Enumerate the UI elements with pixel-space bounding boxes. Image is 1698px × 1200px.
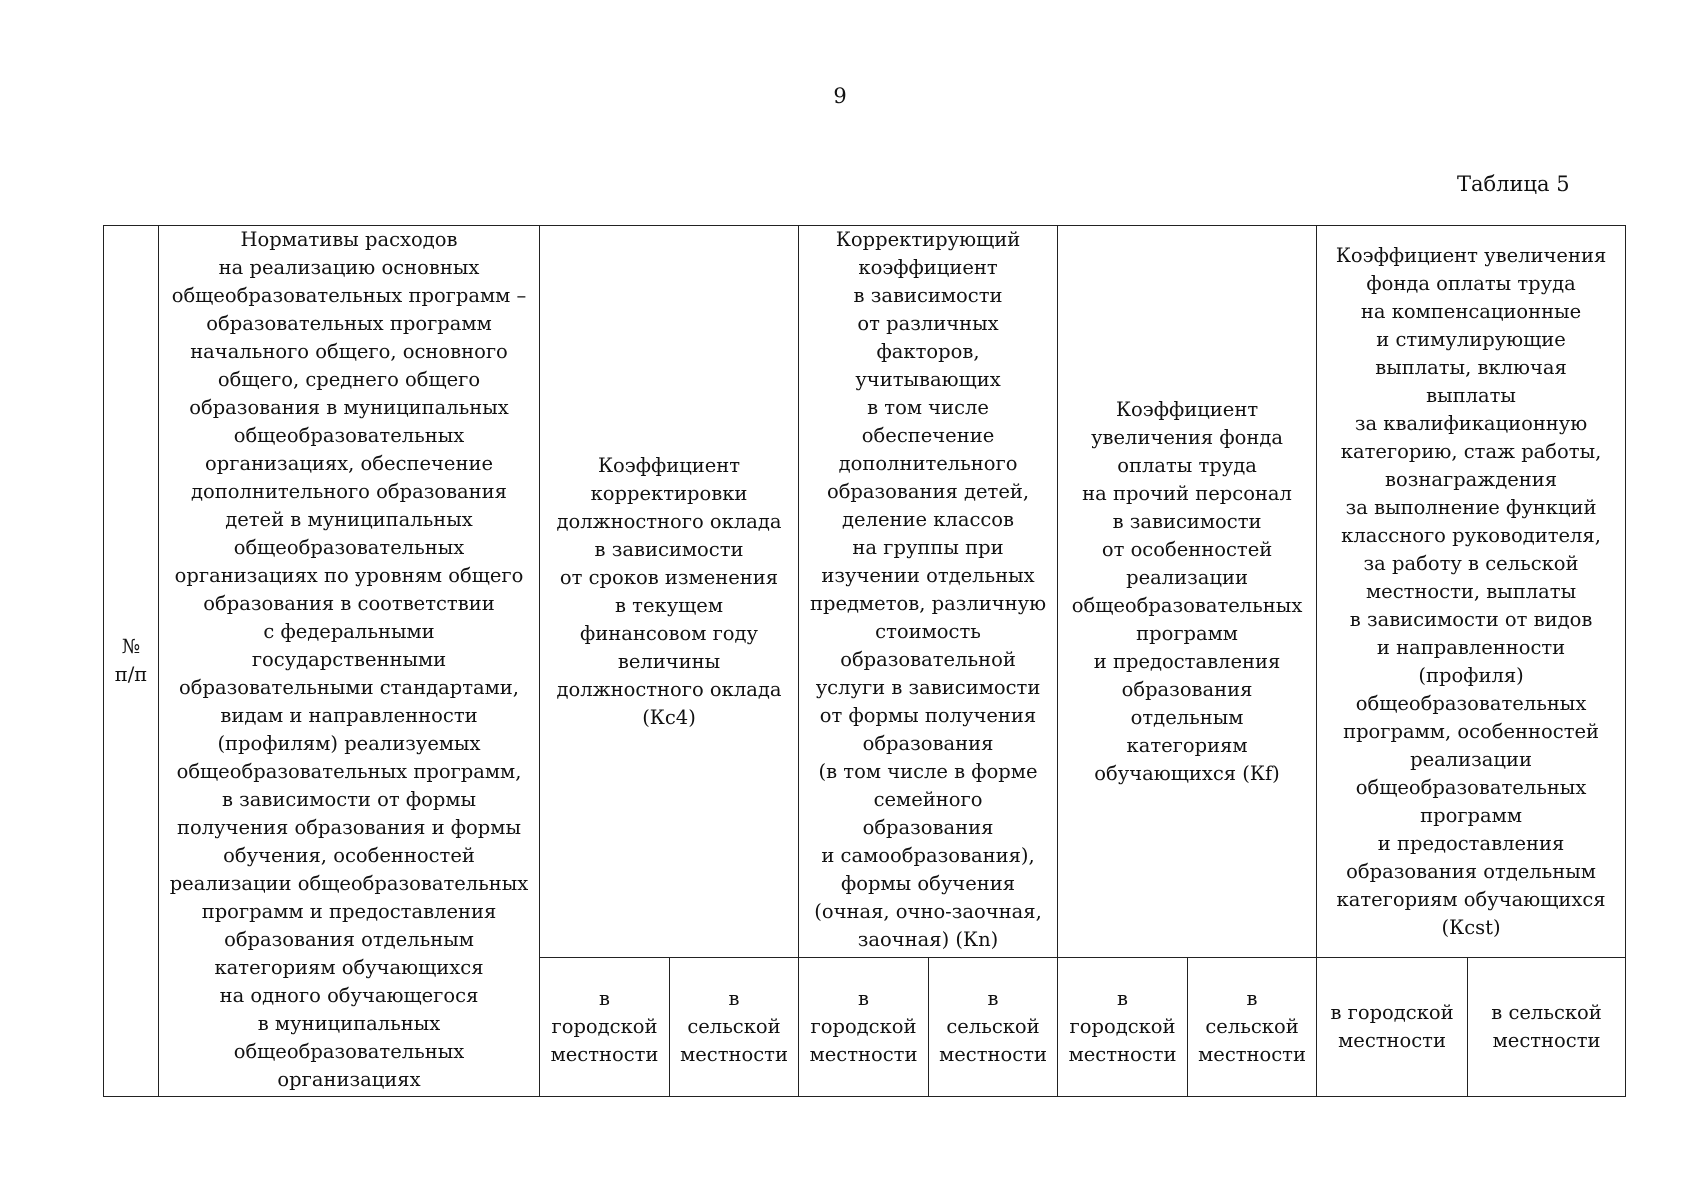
header-kf-coefficient: Коэффициент увеличения фонда оплаты труда на прочий персонал в зависимости от особенностей реализации общеобразовательных программ и предоставления образования отдельным категориям обучающихся (Кf) [1058,226,1317,958]
header-kc4-coefficient: Коэффициент корректировки должностного оклада в зависимости от сроков изменения в текущем финансовом году величины должностного оклада (Кс4) [540,226,799,958]
header-kcst-coefficient: Коэффициент увеличения фонда оплаты труда на компенсационные и стимулирующие выплаты, включая выплаты за квалификационную категорию, стаж работы, вознаграждения за выполнение функций классного руководителя, за работу в сельской местности, выплаты в зависимости от видов и направленности (профиля) общеобразовательных программ, особенностей реализации общеобразовательных программ и предоставления образования отдельным категориям обучающихся (Кcst) [1317,226,1626,958]
kc4-urban-cell: в городской местности [540,958,670,1097]
coefficients-table [103,225,1626,1097]
table-caption: Таблица 5 [1457,172,1570,196]
kc4-rural-cell: в сельской местности [670,958,799,1097]
kf-rural-cell: в сельской местности [1188,958,1317,1097]
header-kn-coefficient: Корректирующий коэффициент в зависимости от различных факторов, учитывающих в том числе обеспечение дополнительного образования детей, деление классов на группы при изучении отдельных предметов, различную стоимость образовательной услуги в зависимости от формы получения образования (в том числе в форме семейного образования и самообразования), формы обучения (очная, очно-заочная, заочная) (Кn) [799,226,1058,958]
page-number: 9 [833,84,847,108]
kn-urban-cell: в городской местности [799,958,929,1097]
header-number: № п/п [104,226,159,1097]
kn-rural-cell: в сельской местности [929,958,1058,1097]
kf-urban-cell: в городской местности [1058,958,1188,1097]
kcst-urban-cell: в городской местности [1317,958,1468,1097]
header-expense-norms: Нормативы расходов на реализацию основных общеобразовательных программ – образовательных программ начального общего, основного общего, среднего общего образования в муниципальных общеобразовательных организациях, обеспечение дополнительного образования детей в муниципальных общеобразовательных организациях по уровням общего образования в соответствии с федеральными государственными образовательными стандартами, видам и направленности (профилям) реализуемых общеобразовательных программ, в зависимости от формы получения образования и формы обучения, особенностей реализации общеобразовательных программ и предоставления образования отдельным категориям обучающихся на одного обучающегося в муниципальных общеобразовательных организациях [159,226,540,1097]
kcst-rural-cell: в сельской местности [1468,958,1626,1097]
